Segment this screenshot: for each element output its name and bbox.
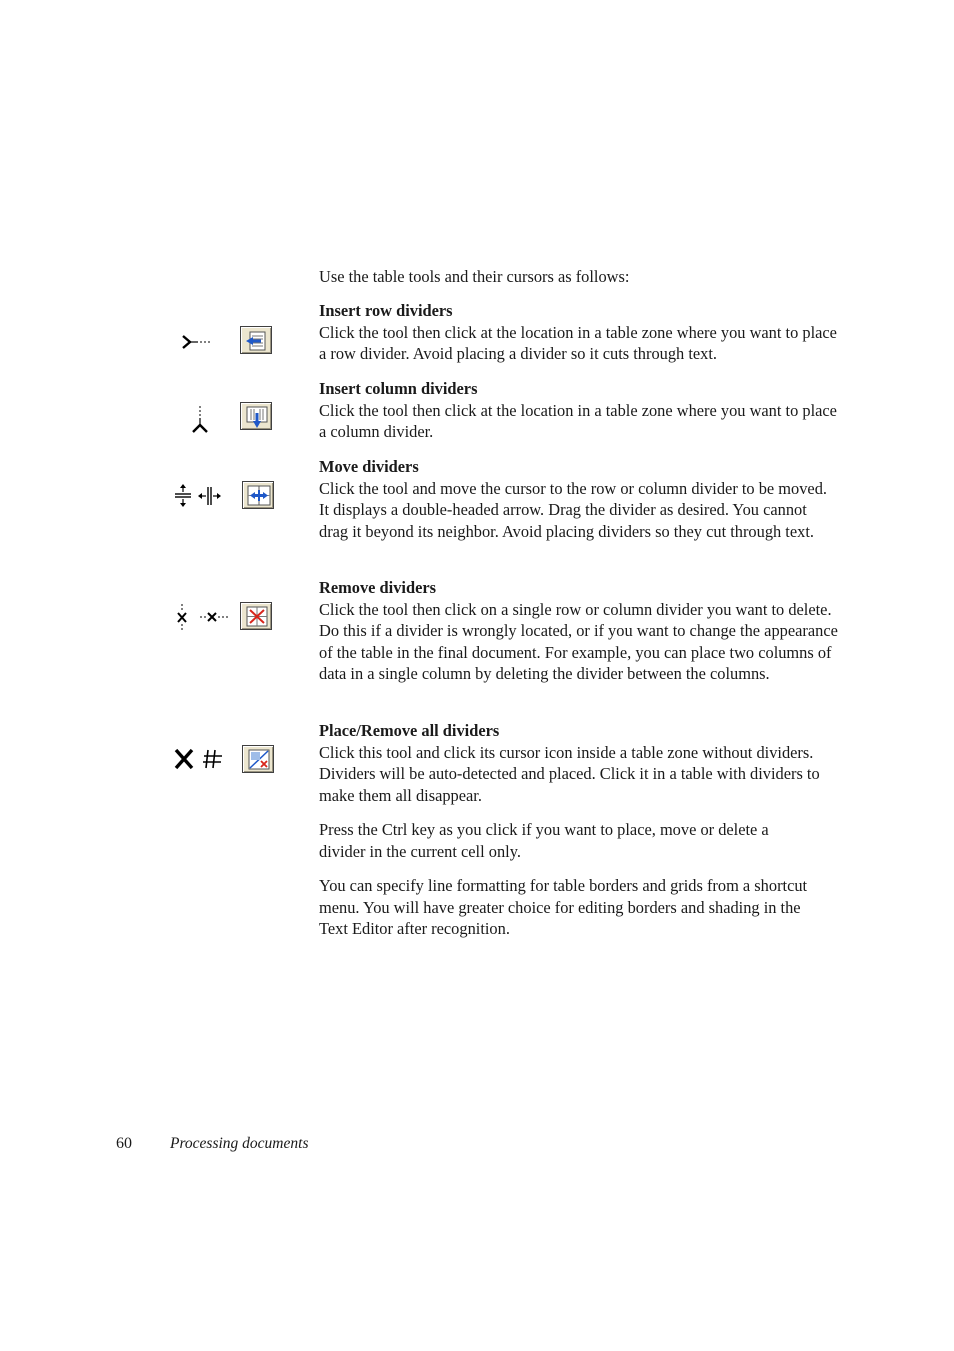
insert-column-tool-icon: [241, 403, 273, 431]
move-dividers-tool-button[interactable]: [242, 481, 274, 509]
place-remove-all-icons: [170, 741, 280, 781]
tool-section-remove: [319, 577, 839, 685]
remove-divider-cursors-icon: [174, 602, 230, 637]
tool-description: Click the tool and move the cursor to the row or column divider to be moved. It displays a double-headed arrow. Drag the divider as desired. You cannot drag it beyond its neighbor. Avoid placing dividers so they cut through text.: [319, 478, 827, 541]
line-formatting-paragraph: You can specify line formatting for table borders and grids from a shortcut menu. You will have greater choice for editing borders and shading in the Text Editor after recognition.: [319, 876, 808, 939]
move-dividers-icons: [170, 478, 280, 518]
place-remove-all-tool-button[interactable]: [242, 745, 274, 773]
page-number: 60: [116, 1135, 132, 1152]
remove-dividers-tool-button[interactable]: [240, 602, 272, 630]
tool-description: Click the tool then click at the location in a table zone where you want to place a row divider. Avoid placing a divider so it cuts through text.: [319, 322, 837, 364]
tool-heading: Move dividers: [319, 457, 419, 476]
tool-heading: Place/Remove all dividers: [319, 721, 500, 740]
move-dividers-tool-icon: [243, 482, 275, 510]
insert-column-cursor-icon: [188, 404, 212, 441]
tool-section-insert-column: [319, 378, 839, 443]
tool-section-insert-row: [319, 300, 839, 365]
move-divider-cursors-icon: [172, 483, 224, 514]
remove-dividers-icons: [170, 598, 280, 638]
insert-row-cursor-icon: [180, 330, 214, 359]
tool-section-move: [319, 456, 839, 542]
insert-row-tool-icon: [241, 327, 273, 355]
tool-description: Click the tool then click on a single row or column divider you want to delete. Do this if a divider is wrongly located, or if you want to change the appearance of the table in the final document. For example, you can place two columns of data in a single column by deleting the divider between the columns.: [319, 599, 838, 684]
insert-column-tool-button[interactable]: [240, 402, 272, 430]
remove-dividers-tool-icon: [241, 603, 273, 631]
tool-heading: Remove dividers: [319, 578, 436, 597]
ctrl-key-paragraph: Press the Ctrl key as you click if you want to place, move or delete a divider in the current cell only.: [319, 820, 769, 861]
insert-column-icons: [170, 400, 280, 440]
tool-heading: Insert column dividers: [319, 379, 478, 398]
place-remove-all-tool-icon: [243, 746, 275, 774]
intro-text: Use the table tools and their cursors as follows:: [319, 267, 630, 286]
insert-row-tool-button[interactable]: [240, 326, 272, 354]
tool-section-place-remove-all: [319, 720, 839, 806]
insert-row-icons: [170, 322, 280, 362]
place-remove-all-cursors-icon: [172, 746, 228, 777]
tool-heading: Insert row dividers: [319, 301, 453, 320]
tool-description: Click the tool then click at the location in a table zone where you want to place a column divider.: [319, 400, 837, 442]
tool-description: Click this tool and click its cursor icon inside a table zone without dividers. Dividers will be auto-detected and placed. Click it in a table with dividers to make them all disappear.: [319, 742, 820, 805]
running-title: Processing documents: [170, 1135, 309, 1152]
